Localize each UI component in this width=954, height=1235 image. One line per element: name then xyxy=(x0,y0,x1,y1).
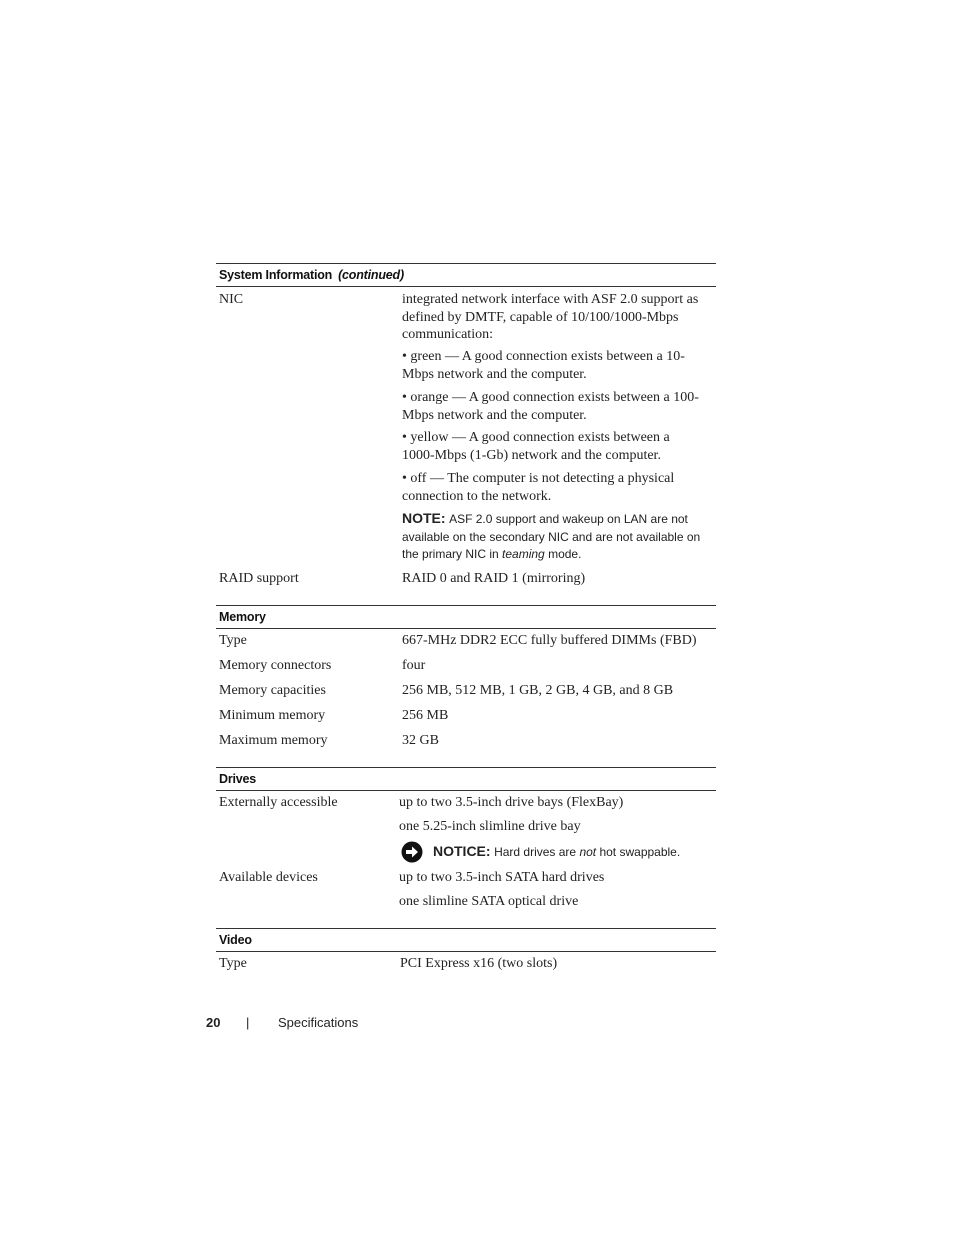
footer-separator: | xyxy=(246,1015,250,1030)
notice-text-part-1: Hard drives are xyxy=(494,845,580,859)
section-header xyxy=(216,605,716,629)
notice-text-emphasis: not xyxy=(579,845,597,859)
drives-notice xyxy=(433,843,680,862)
note-title: NOTE: xyxy=(402,510,446,526)
memory-type-label: Type xyxy=(219,633,247,648)
raid-support-label: RAID support xyxy=(219,571,299,586)
section-header xyxy=(216,767,716,791)
memory-connectors-value: four xyxy=(402,658,426,673)
memory-capacities-label: Memory capacities xyxy=(219,683,326,698)
note-text-part-1: ASF 2.0 support and wakeup on LAN are not available on the secondary NIC and are not available on the primary NIC in xyxy=(402,512,701,561)
slimline-bay-value: one 5.25-inch slimline drive bay xyxy=(399,819,581,834)
video-section xyxy=(216,928,716,952)
notice-title: NOTICE: xyxy=(433,843,491,859)
maximum-memory-label: Maximum memory xyxy=(219,733,328,748)
maximum-memory-value: 32 GB xyxy=(402,733,439,748)
drives-section xyxy=(216,767,716,791)
nic-label: NIC xyxy=(219,292,244,307)
memory-section xyxy=(216,605,716,629)
nic-yellow-status: • yellow — A good connection exists between a 1000-Mbps (1-Gb) network and the computer. xyxy=(402,430,670,463)
memory-connectors-label: Memory connectors xyxy=(219,658,332,673)
minimum-memory-label: Minimum memory xyxy=(219,708,326,723)
externally-accessible-label: Externally accessible xyxy=(219,795,338,810)
note-text-emphasis: teaming xyxy=(502,547,545,561)
nic-orange-status: • orange — A good connection exists between a 100-Mbps network and the computer. xyxy=(402,390,699,423)
section-header xyxy=(216,928,716,952)
optical-drive-value: one slimline SATA optical drive xyxy=(399,894,579,909)
external-bays-value: up to two 3.5-inch drive bays (FlexBay) xyxy=(399,795,624,810)
nic-off-status: • off — The computer is not detecting a physical connection to the network. xyxy=(402,471,675,504)
notice-arrow-icon xyxy=(401,841,423,863)
nic-description: integrated network interface with ASF 2.0 support as defined by DMTF, capable of 10/100/1000-Mbps communication: xyxy=(402,292,699,342)
minimum-memory-value: 256 MB xyxy=(402,708,449,723)
section-title: Memory xyxy=(219,610,266,624)
footer-section-name: Specifications xyxy=(278,1015,359,1030)
system-information-section xyxy=(216,263,716,287)
nic-note xyxy=(402,510,716,564)
section-title: System Information xyxy=(219,268,333,282)
continued-label: (continued) xyxy=(338,268,404,282)
raid-support-value: RAID 0 and RAID 1 (mirroring) xyxy=(402,571,586,586)
section-title: Video xyxy=(219,933,252,947)
nic-green-status: • green — A good connection exists between a 10-Mbps network and the computer. xyxy=(402,349,685,382)
video-type-value: PCI Express x16 (two slots) xyxy=(400,956,558,971)
video-type-label: Type xyxy=(219,956,247,971)
page-number: 20 xyxy=(206,1015,221,1030)
section-header xyxy=(216,263,716,287)
memory-type-value: 667-MHz DDR2 ECC fully buffered DIMMs (FBD) xyxy=(402,633,697,648)
available-devices-label: Available devices xyxy=(219,870,318,885)
hard-drives-value: up to two 3.5-inch SATA hard drives xyxy=(399,870,605,885)
notice-text-part-2: hot swappable. xyxy=(596,845,681,859)
memory-capacities-value: 256 MB, 512 MB, 1 GB, 2 GB, 4 GB, and 8 GB xyxy=(402,683,674,698)
note-text-part-2: mode. xyxy=(544,547,582,561)
section-title: Drives xyxy=(219,772,257,786)
